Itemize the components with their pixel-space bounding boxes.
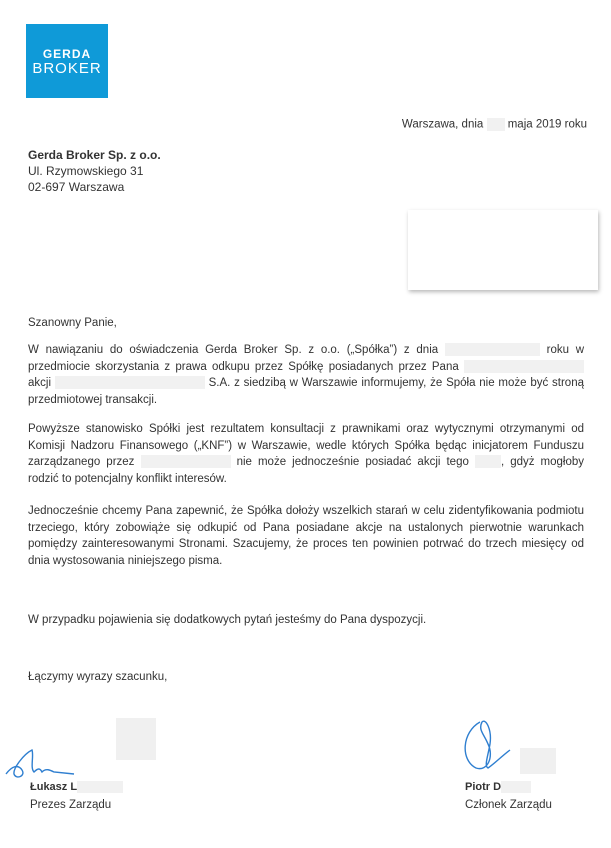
sender-name: Gerda Broker Sp. z o.o.: [28, 148, 161, 162]
sender-city: 02-697 Warszawa: [28, 180, 125, 194]
paragraph-2-part-c: , gdyż mogłoby rodzić to potencjalny konflikt interesów.: [28, 456, 585, 485]
letter-date: [402, 118, 587, 131]
closing-line: Łączymy wyrazy szacunku,: [28, 671, 168, 683]
paragraph-4: W przypadku pojawienia się dodatkowych pytań jesteśmy do Pana dyspozycji.: [28, 614, 427, 626]
signer-left-name: Łukasz L: [30, 781, 78, 793]
paragraph-2-part-a: Powyższe stanowisko Spółki jest rezultatem konsultacji z prawnikami oraz wytycznymi otrzymanymi od Komisji Nadzoru Finansowego („KNF”) w Warszawie, wedle których Spółka będąc inicjatorem Funduszu zarządzanego przez: [28, 423, 584, 468]
paragraph-3: Jednocześnie chcemy Pana zapewnić, że Spółka dołoży wszelkich starań w celu zidentyfikowania podmiotu trzeciego, który zobowiąże się odkupić od Pana posiadane akcje na ustalonych pierwotnie warunkach pomiędzy zainteresowanymi Stronami. Szacujemy, że proces ten powinien potrwać do trzech miesięcy od dnia wystosowania niniejszego pisma.: [28, 505, 584, 567]
greeting: Szanowny Panie,: [28, 317, 117, 329]
paragraph-1-part-a: W nawiązaniu do oświadczenia Gerda Broker Sp. z o.o. („Spółka”) z dnia: [28, 344, 439, 356]
redacted-fund-manager: [141, 455, 231, 468]
logo-line-2: BROKER: [32, 60, 102, 77]
redacted-signature-area: [116, 718, 156, 760]
redacted-surname-right: [501, 781, 531, 793]
signer-right-role: Członek Zarządu: [465, 799, 552, 811]
paragraph-1-part-b: roku w przedmiocie skorzystania z prawa odkupu przez Spółkę posiadanych przez Pana: [28, 344, 585, 373]
sender-address: [28, 147, 161, 195]
recipient-address-box: [408, 210, 598, 290]
redacted-day: [487, 118, 505, 131]
sender-street: Ul. Rzymowskiego 31: [28, 164, 144, 178]
signer-right: [465, 778, 552, 814]
redacted-company: [55, 376, 205, 389]
gerda-broker-logo: [26, 24, 108, 98]
signer-left: [30, 778, 123, 814]
redacted-fund: [475, 455, 501, 468]
signer-right-name: Piotr D: [465, 781, 502, 793]
redacted-signature-area-right: [520, 748, 556, 774]
logo-line-1: GERDA: [42, 47, 92, 61]
right-signature: [458, 712, 528, 772]
paragraph-1-part-c: akcji: [28, 377, 52, 389]
paragraph-2: [28, 421, 584, 487]
redacted-recipient: [464, 360, 584, 373]
paragraph-1-part-d: S.A. z siedzibą w Warszawie informujemy, że Spóła nie może być stroną przedmiotowej transakcji.: [28, 377, 584, 406]
date-suffix: maja 2019 roku: [507, 118, 587, 131]
redacted-surname-left: [77, 781, 123, 793]
signer-left-role: Prezes Zarządu: [30, 799, 112, 811]
date-prefix: Warszawa, dnia: [401, 118, 484, 131]
paragraph-2-part-b: nie może jednocześnie posiadać akcji tego: [236, 456, 469, 468]
paragraph-1: [28, 342, 584, 408]
redacted-date: [445, 343, 540, 356]
